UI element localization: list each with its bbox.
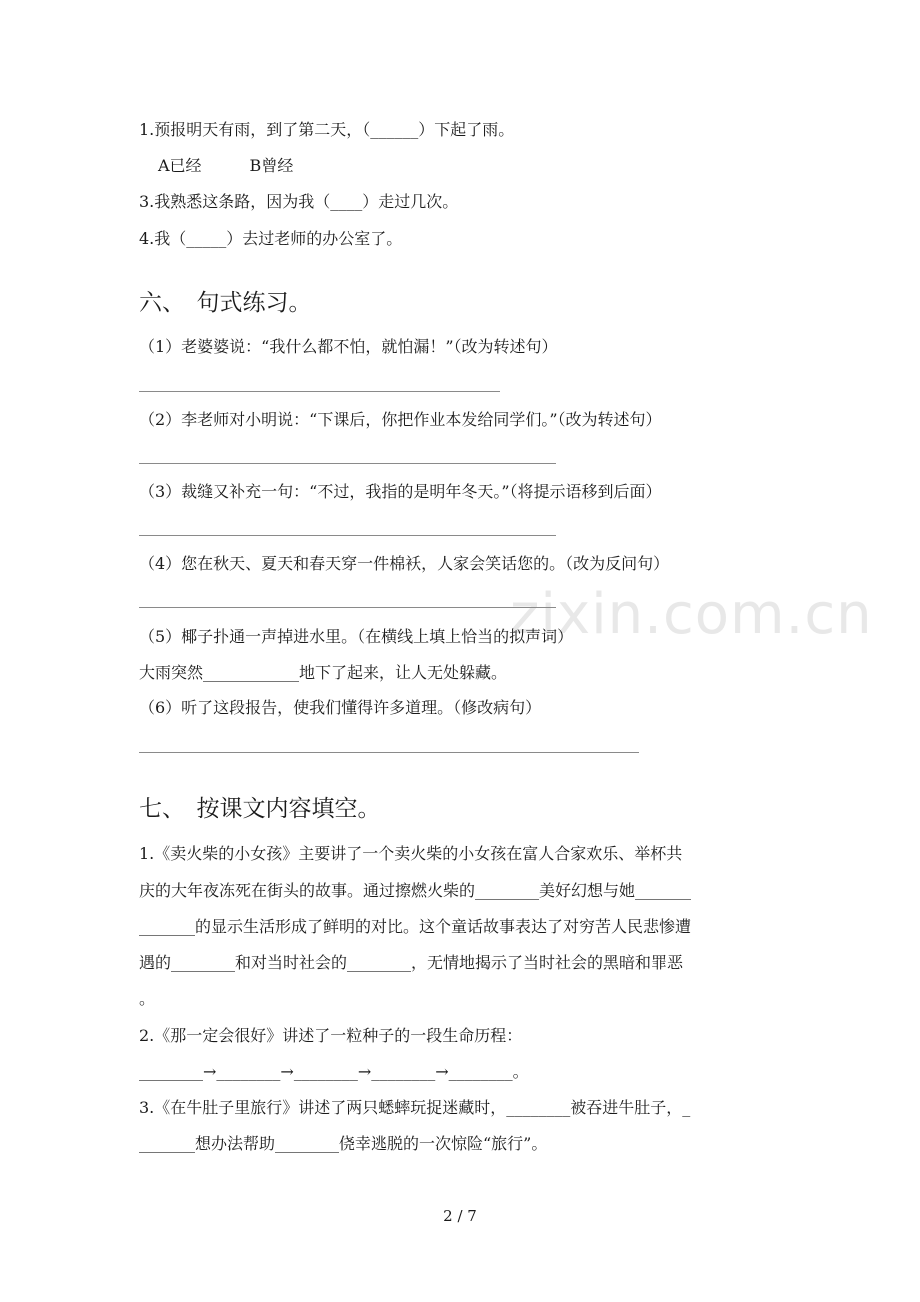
question-1-options: A已经 B曾经	[158, 156, 294, 175]
question-1: 1.预报明天有雨，到了第二天，（______）下起了雨。	[139, 120, 515, 139]
answer-line-3	[139, 535, 556, 536]
question-3: 3.我熟悉这条路，因为我（____）走过几次。	[139, 192, 459, 211]
s7-p1-line-2: 庆的大年夜冻死在街头的故事。通过擦燃火柴的________美好幻想与她_______	[139, 881, 692, 900]
s7-p3-line-1: 3.《在牛肚子里旅行》讲述了两只蟋蟀玩捉迷藏时，________被吞进牛肚子，_	[139, 1098, 691, 1117]
section-7-heading: 七、 按课文内容填空。	[139, 796, 381, 822]
answer-line-6	[139, 752, 639, 753]
watermark: zixin.com.cn	[510, 582, 873, 647]
s6-item-2: （2）李老师对小明说：“下课后，你把作业本发给同学们。”（改为转述句）	[139, 410, 662, 429]
s7-p1-line-1: 1.《卖火柴的小女孩》主要讲了一个卖火柴的小女孩在富人合家欢乐、举杯共	[139, 844, 683, 863]
s7-p2-line-2: ________→________→________→________→________。	[139, 1062, 529, 1081]
s7-p1-line-5: 。	[139, 989, 156, 1008]
s6-item-5: （5）椰子扑通一声掉进水里。（在横线上填上恰当的拟声词）	[139, 627, 574, 646]
answer-line-4	[139, 607, 556, 608]
answer-line-2	[139, 463, 556, 464]
s6-item-5-fill: 大雨突然____________地下了起来，让人无处躲藏。	[139, 663, 508, 682]
s7-p1-line-3: _______的显示生活形成了鲜明的对比。这个童话故事表达了对穷苦人民悲惨遭	[139, 917, 692, 936]
s7-p1-line-4: 遇的________和对当时社会的________，无情地揭示了当时社会的黑暗和罪恶	[139, 953, 684, 972]
section-6-heading: 六、 句式练习。	[139, 290, 312, 316]
s7-p3-line-2: _______想办法帮助________侥幸逃脱的一次惊险“旅行”。	[139, 1134, 548, 1153]
s6-item-3: （3）裁缝又补充一句：“不过，我指的是明年冬天。”（将提示语移到后面）	[139, 482, 662, 501]
page-number: 2 / 7	[443, 1207, 477, 1225]
answer-line-1	[139, 391, 500, 392]
s6-item-1: （1）老婆婆说：“我什么都不怕，就怕漏！”（改为转述句）	[139, 337, 558, 356]
s6-item-4: （4）您在秋天、夏天和春天穿一件棉袄，人家会笑话您的。（改为反问句）	[139, 554, 670, 573]
question-4: 4.我（_____）去过老师的办公室了。	[139, 229, 403, 248]
s6-item-6: （6）听了这段报告，使我们懂得许多道理。（修改病句）	[139, 698, 542, 717]
s7-p2-line-1: 2.《那一定会很好》讲述了一粒种子的一段生命历程：	[139, 1026, 523, 1045]
